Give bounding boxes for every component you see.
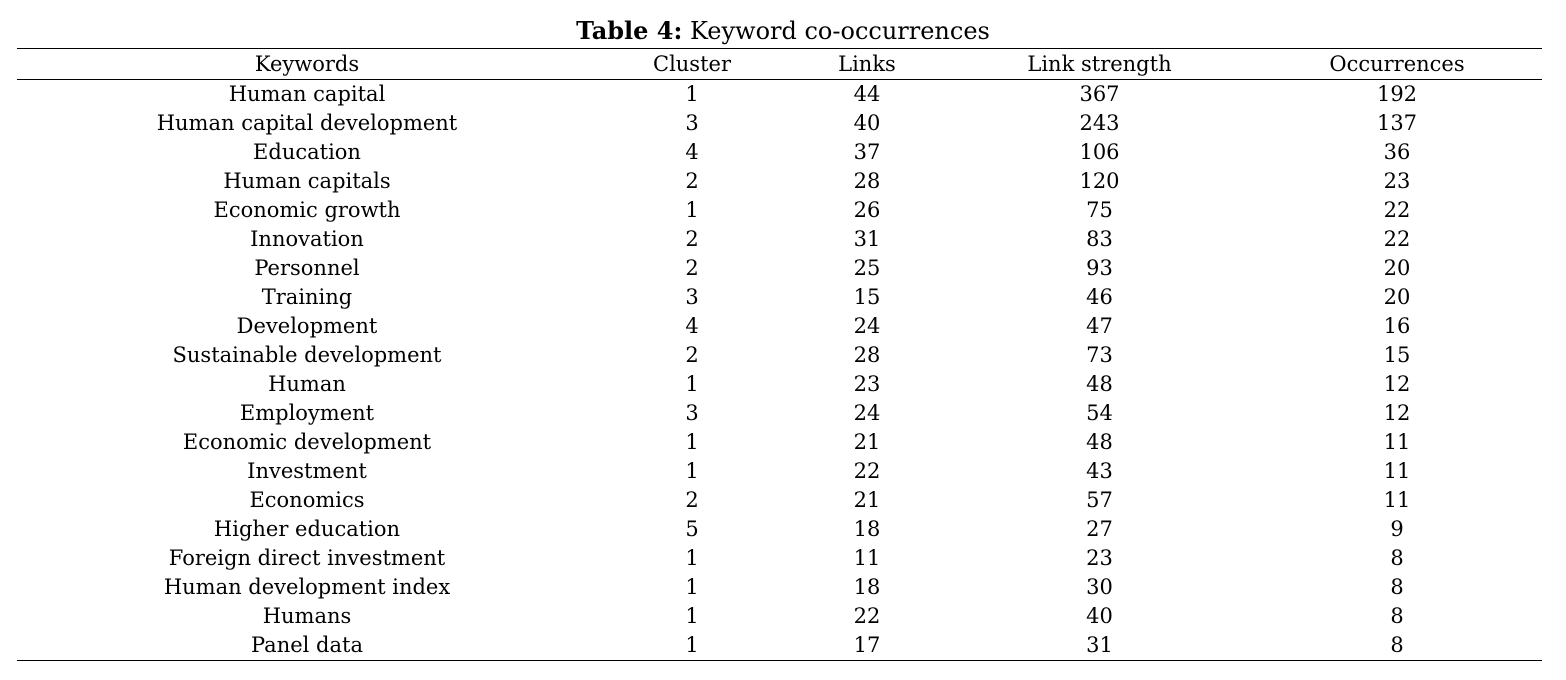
cell-link-strength: 31: [1086, 633, 1113, 657]
cell-link-strength: 73: [1086, 343, 1113, 367]
cell-links: 23: [853, 372, 881, 396]
table-row: [17, 254, 1542, 283]
table-row: [17, 457, 1542, 486]
table-row: [17, 370, 1542, 399]
cell-keyword: Higher education: [213, 517, 401, 541]
cell-cluster: 4: [685, 140, 699, 164]
cell-occurrences: 12: [1383, 401, 1411, 425]
table-row: [17, 138, 1542, 167]
cell-keyword: Training: [261, 285, 353, 309]
cell-cluster: 1: [685, 372, 699, 396]
cell-occurrences: 9: [1390, 517, 1404, 541]
cell-keyword: Development: [236, 314, 378, 338]
cell-link-strength: 27: [1086, 517, 1113, 541]
header-keywords: Keywords: [254, 52, 360, 76]
cell-keyword: Economics: [249, 488, 365, 512]
cell-cluster: 4: [685, 314, 699, 338]
cell-links: 25: [853, 256, 881, 280]
cell-cluster: 5: [685, 517, 699, 541]
cell-links: 44: [853, 82, 881, 106]
cell-link-strength: 83: [1086, 227, 1113, 251]
cell-keyword: Human capital development: [156, 111, 458, 135]
table-row: [17, 109, 1542, 138]
table-row: [17, 225, 1542, 254]
cell-keyword: Human capitals: [223, 169, 391, 193]
table-row: [17, 283, 1542, 312]
cell-link-strength: 43: [1086, 459, 1113, 483]
cell-cluster: 1: [685, 575, 699, 599]
cell-occurrences: 8: [1390, 633, 1404, 657]
cell-link-strength: 54: [1086, 401, 1113, 425]
table-row: [17, 399, 1542, 428]
cell-link-strength: 48: [1086, 372, 1113, 396]
table-row: [17, 631, 1542, 661]
cell-cluster: 2: [685, 343, 699, 367]
cell-keyword: Human: [268, 372, 346, 396]
cell-keyword: Economic development: [182, 430, 432, 454]
cell-keyword: Investment: [247, 459, 367, 483]
header-cluster: Cluster: [653, 52, 731, 76]
header-link-strength: Link strength: [1027, 52, 1172, 76]
cell-cluster: 1: [685, 82, 699, 106]
cell-links: 21: [853, 488, 881, 512]
cell-cluster: 1: [685, 633, 699, 657]
table-row: [17, 312, 1542, 341]
cell-links: 15: [853, 285, 881, 309]
cell-keyword: Foreign direct investment: [168, 546, 446, 570]
cell-cluster: 1: [685, 430, 699, 454]
table-row: [17, 515, 1542, 544]
header-occurrences: Occurrences: [1329, 52, 1465, 76]
cell-links: 26: [853, 198, 881, 222]
cell-links: 22: [853, 604, 881, 628]
cell-cluster: 1: [685, 198, 699, 222]
cell-link-strength: 93: [1086, 256, 1113, 280]
cell-links: 18: [853, 575, 881, 599]
cell-occurrences: 15: [1383, 343, 1411, 367]
cell-occurrences: 36: [1383, 140, 1411, 164]
table-row: [17, 80, 1542, 110]
caption-title: Keyword co-occurrences: [689, 17, 990, 45]
cell-occurrences: 137: [1376, 111, 1418, 135]
table-row: [17, 196, 1542, 225]
table-body: [17, 80, 1542, 661]
cell-links: 24: [853, 401, 881, 425]
table-row: [17, 428, 1542, 457]
table-row: [17, 486, 1542, 515]
cell-occurrences: 22: [1383, 198, 1411, 222]
table-caption: [0, 16, 1566, 46]
cell-link-strength: 243: [1079, 111, 1120, 135]
header-links: Links: [838, 52, 896, 76]
cell-links: 28: [853, 343, 881, 367]
cell-keyword: Human capital: [228, 82, 386, 106]
cell-occurrences: 192: [1376, 82, 1418, 106]
cell-cluster: 2: [685, 169, 699, 193]
cell-occurrences: 23: [1383, 169, 1411, 193]
cell-links: 17: [853, 633, 881, 657]
cell-link-strength: 30: [1086, 575, 1113, 599]
cell-occurrences: 8: [1390, 575, 1404, 599]
cell-keyword: Innovation: [250, 227, 364, 251]
cell-links: 28: [853, 169, 881, 193]
table-row: [17, 544, 1542, 573]
cell-links: 31: [853, 227, 881, 251]
cell-occurrences: 8: [1390, 604, 1404, 628]
cell-occurrences: 12: [1383, 372, 1411, 396]
cell-link-strength: 367: [1079, 82, 1120, 106]
cell-cluster: 2: [685, 227, 699, 251]
table-header: [17, 49, 1542, 80]
cell-link-strength: 75: [1086, 198, 1113, 222]
table-row: [17, 341, 1542, 370]
cell-keyword: Panel data: [251, 633, 363, 657]
cell-link-strength: 120: [1079, 169, 1120, 193]
cell-occurrences: 16: [1383, 314, 1411, 338]
cell-link-strength: 46: [1086, 285, 1113, 309]
cell-cluster: 1: [685, 546, 699, 570]
cell-link-strength: 40: [1086, 604, 1113, 628]
cell-occurrences: 11: [1383, 488, 1411, 512]
cell-link-strength: 47: [1086, 314, 1113, 338]
cell-links: 11: [853, 546, 881, 570]
cell-links: 22: [853, 459, 881, 483]
cell-keyword: Human development index: [163, 575, 451, 599]
cell-cluster: 2: [685, 256, 699, 280]
cell-cluster: 3: [685, 285, 699, 309]
header-row: [17, 49, 1542, 80]
cell-cluster: 3: [685, 401, 699, 425]
cell-links: 24: [853, 314, 881, 338]
cell-occurrences: 11: [1383, 430, 1411, 454]
caption-label: Table 4:: [576, 16, 683, 45]
cell-links: 21: [853, 430, 881, 454]
cell-keyword: Humans: [262, 604, 352, 628]
cell-link-strength: 106: [1079, 140, 1120, 164]
cell-occurrences: 20: [1383, 285, 1411, 309]
cell-keyword: Education: [253, 140, 361, 164]
cell-keyword: Personnel: [254, 256, 360, 280]
cell-link-strength: 48: [1086, 430, 1113, 454]
cell-links: 40: [853, 111, 881, 135]
keyword-cooccurrence-table: [17, 48, 1542, 661]
cell-link-strength: 57: [1086, 488, 1113, 512]
cell-keyword: Sustainable development: [172, 343, 442, 367]
table-row: [17, 602, 1542, 631]
cell-keyword: Economic growth: [213, 198, 401, 222]
cell-cluster: 1: [685, 604, 699, 628]
cell-cluster: 1: [685, 459, 699, 483]
table-row: [17, 167, 1542, 196]
cell-keyword: Employment: [239, 401, 375, 425]
cell-cluster: 3: [685, 111, 699, 135]
cell-links: 18: [853, 517, 881, 541]
cell-cluster: 2: [685, 488, 699, 512]
cell-occurrences: 11: [1383, 459, 1411, 483]
cell-occurrences: 22: [1383, 227, 1411, 251]
table-row: [17, 573, 1542, 602]
cell-occurrences: 8: [1390, 546, 1404, 570]
cell-link-strength: 23: [1086, 546, 1113, 570]
cell-occurrences: 20: [1383, 256, 1411, 280]
cell-links: 37: [853, 140, 881, 164]
